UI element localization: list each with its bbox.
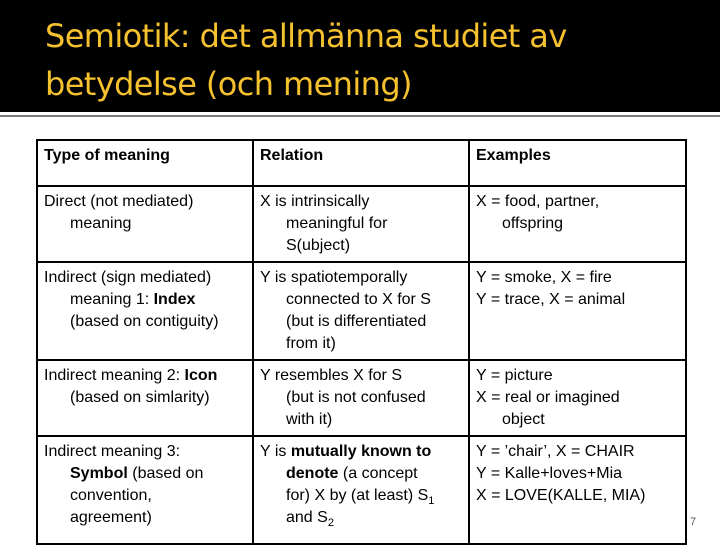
cell-type: Indirect meaning 3: Symbol (based on convention, agreement) [37,436,253,544]
cell-relation: Y is spatiotemporally connected to X for S (but is differentiated from it) [253,262,469,360]
cell-examples: Y = picture X = real or imagined object [469,360,686,436]
title-line-2: betydelse (och mening) [45,65,412,103]
term-index: Index [153,291,196,308]
title-divider [0,115,720,117]
cell-relation: Y is mutually known to denote (a concept for) X by (at least) $S_1$ and $S_2$ [253,436,469,544]
slide-title [45,12,705,108]
cell-type: Indirect (sign mediated) meaning 1: Index (based on contiguity) [37,262,253,360]
title-line-1: Semiotik: det allmänna studiet av [45,17,567,55]
term-icon: Icon [184,367,218,384]
cell-examples: Y = ’chair’, X = CHAIR Y = Kalle+loves+Mia X = LOVE(KALLE, MIA) [469,436,686,544]
table-row [37,186,686,262]
cell-relation: X is intrinsically meaningful for S(ubject) [253,186,469,262]
table-row [37,262,686,360]
cell-examples: X = food, partner, offspring [469,186,686,262]
header-examples: Examples [469,140,686,186]
table-row [37,436,686,544]
cell-type: Direct (not mediated) meaning [37,186,253,262]
page-number: 7 [690,516,697,528]
cell-type: Indirect meaning 2: Icon (based on simlarity) [37,360,253,436]
term-symbol: Symbol [70,465,128,482]
meaning-table [36,139,687,545]
cell-examples: Y = smoke, X = fire Y = trace, X = animal [469,262,686,360]
title-band [0,0,720,112]
cell-relation: Y resembles X for S (but is not confused with it) [253,360,469,436]
table-header-row [37,140,686,186]
header-relation: Relation [253,140,469,186]
header-type-of-meaning: Type of meaning [37,140,253,186]
table-row [37,360,686,436]
